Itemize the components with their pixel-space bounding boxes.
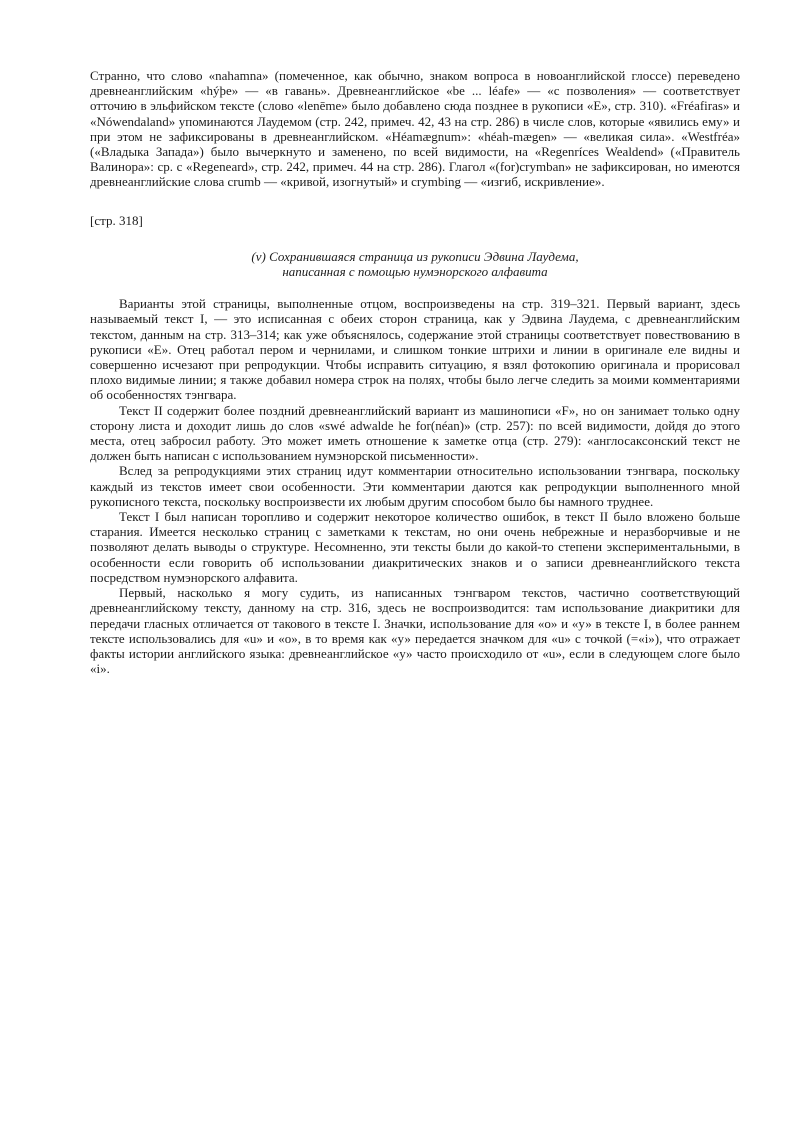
section-heading bbox=[90, 249, 740, 279]
section-heading-line-1: (v) Сохранившаяся страница из рукописи Эдвина Лаудема, bbox=[251, 248, 579, 264]
page-number-marker: [стр. 318] bbox=[90, 212, 143, 228]
text-column bbox=[90, 68, 740, 676]
intro-paragraph: Странно, что слово «nahamna» (помеченное, как обычно, знаком вопроса в новоанглийской глоссе) переведено древнеанглийским «hýþe» — «в гавань». Древнеанглийское «be ... léafe» — «с позволения» — соответствует отточию в эльфийском тексте (слово «lenēme» было добавлено сюда позднее в рукописи «E», стр. 310). «Fréafiras» и «Nówendaland» упоминаются Лаудемом (стр. 242, примеч. 42, 43 на стр. 286) в числе слов, которые «явились ему» и при этом не зафиксированы в древнеанглийском. «Héamægnum»: «héah-mægen» — «великая сила». «Westfréa» («Владыка Запада») было вычеркнуто и заменено, по всей видимости, на «Regenríces Wealdend» («Правитель Валинора»: ср. с «Regeneard», стр. 242, примеч. 44 на стр. 286). Глагол «(for)crymban» не зафиксирован, но имеются древнеанглийские слова crumb — «кривой, изогнутый» и crymbing — «изгиб, искривление». bbox=[90, 68, 740, 190]
section-heading-line-2: написанная с помощью нумэнорского алфавита bbox=[282, 264, 548, 280]
body-paragraph-5: Первый, насколько я могу судить, из написанных тэнгваром текстов, частично соответствующий древнеанглийскому тексту, данному на стр. 316, здесь не воспроизводится: там использование диакритики для передачи гласных отличается от такового в тексте I. Значки, использование для «о» и «у» в тексте I, в более раннем тексте использовались для «u» и «о», в то время как «у» передается значком для «u» с точкой (=«i»), что отражает факты истории английского языка: древнеанглийское «у» часто происходило от «u», если в следующем слоге было «i». bbox=[90, 585, 740, 677]
body-paragraph-1: Варианты этой страницы, выполненные отцом, воспроизведены на стр. 319–321. Первый вариант, здесь называемый текст I, — это исписанная с обеих сторон страница, как у Эдвина Лаудема, с древнеанглийским текстом, данным на стр. 313–314; как уже объяснялось, содержание этой страницы соответствует повествованию в рукописи «E». Отец работал пером и чернилами, и слишком тонкие штрихи и линии в оригинале еле видны и совершенно исчезают при репродукции. Чтобы исправить ситуацию, я взял фотокопию оригинала и прорисовал плохо видимые линии; я также добавил номера строк на полях, чтобы было легче следить за моими комментариями об особенностях тэнгвара. bbox=[90, 296, 740, 403]
body-paragraph-4: Текст I был написан торопливо и содержит некоторое количество ошибок, в текст II было вложено больше старания. Имеется несколько страниц с заметками к текстам, но они очень небрежные и неразборчивые и не позволяют делать выводы о структуре. Несомненно, эти тексты были до какой-то степени экспериментальными, в особенности если говорить об использовании диакритических знаков и о записи древнеанглийского текста посредством нумэнорского алфавита. bbox=[90, 509, 740, 585]
body-paragraph-2: Текст II содержит более поздний древнеанглийский вариант из машинописи «F», но он занимает только одну сторону листа и доходит лишь до слов «swé adwalde he for(néan)» (стр. 257): по всей видимости, дойдя до этого места, отец забросил работу. Это может иметь отношение к заметке отца (стр. 279): «англосаксонский текст не должен быть написан с использованием нумэнорской письменности». bbox=[90, 402, 740, 464]
body-text bbox=[90, 296, 740, 676]
body-paragraph-3: Вслед за репродукциями этих страниц идут комментарии относительно использовании тэнгвара, поскольку каждый из текстов имеет свои особенности. Эти комментарии даются как репродукции выполненного мной рукописного текста, поскольку воспроизвести их любым другим способом было бы намного труднее. bbox=[90, 463, 740, 509]
